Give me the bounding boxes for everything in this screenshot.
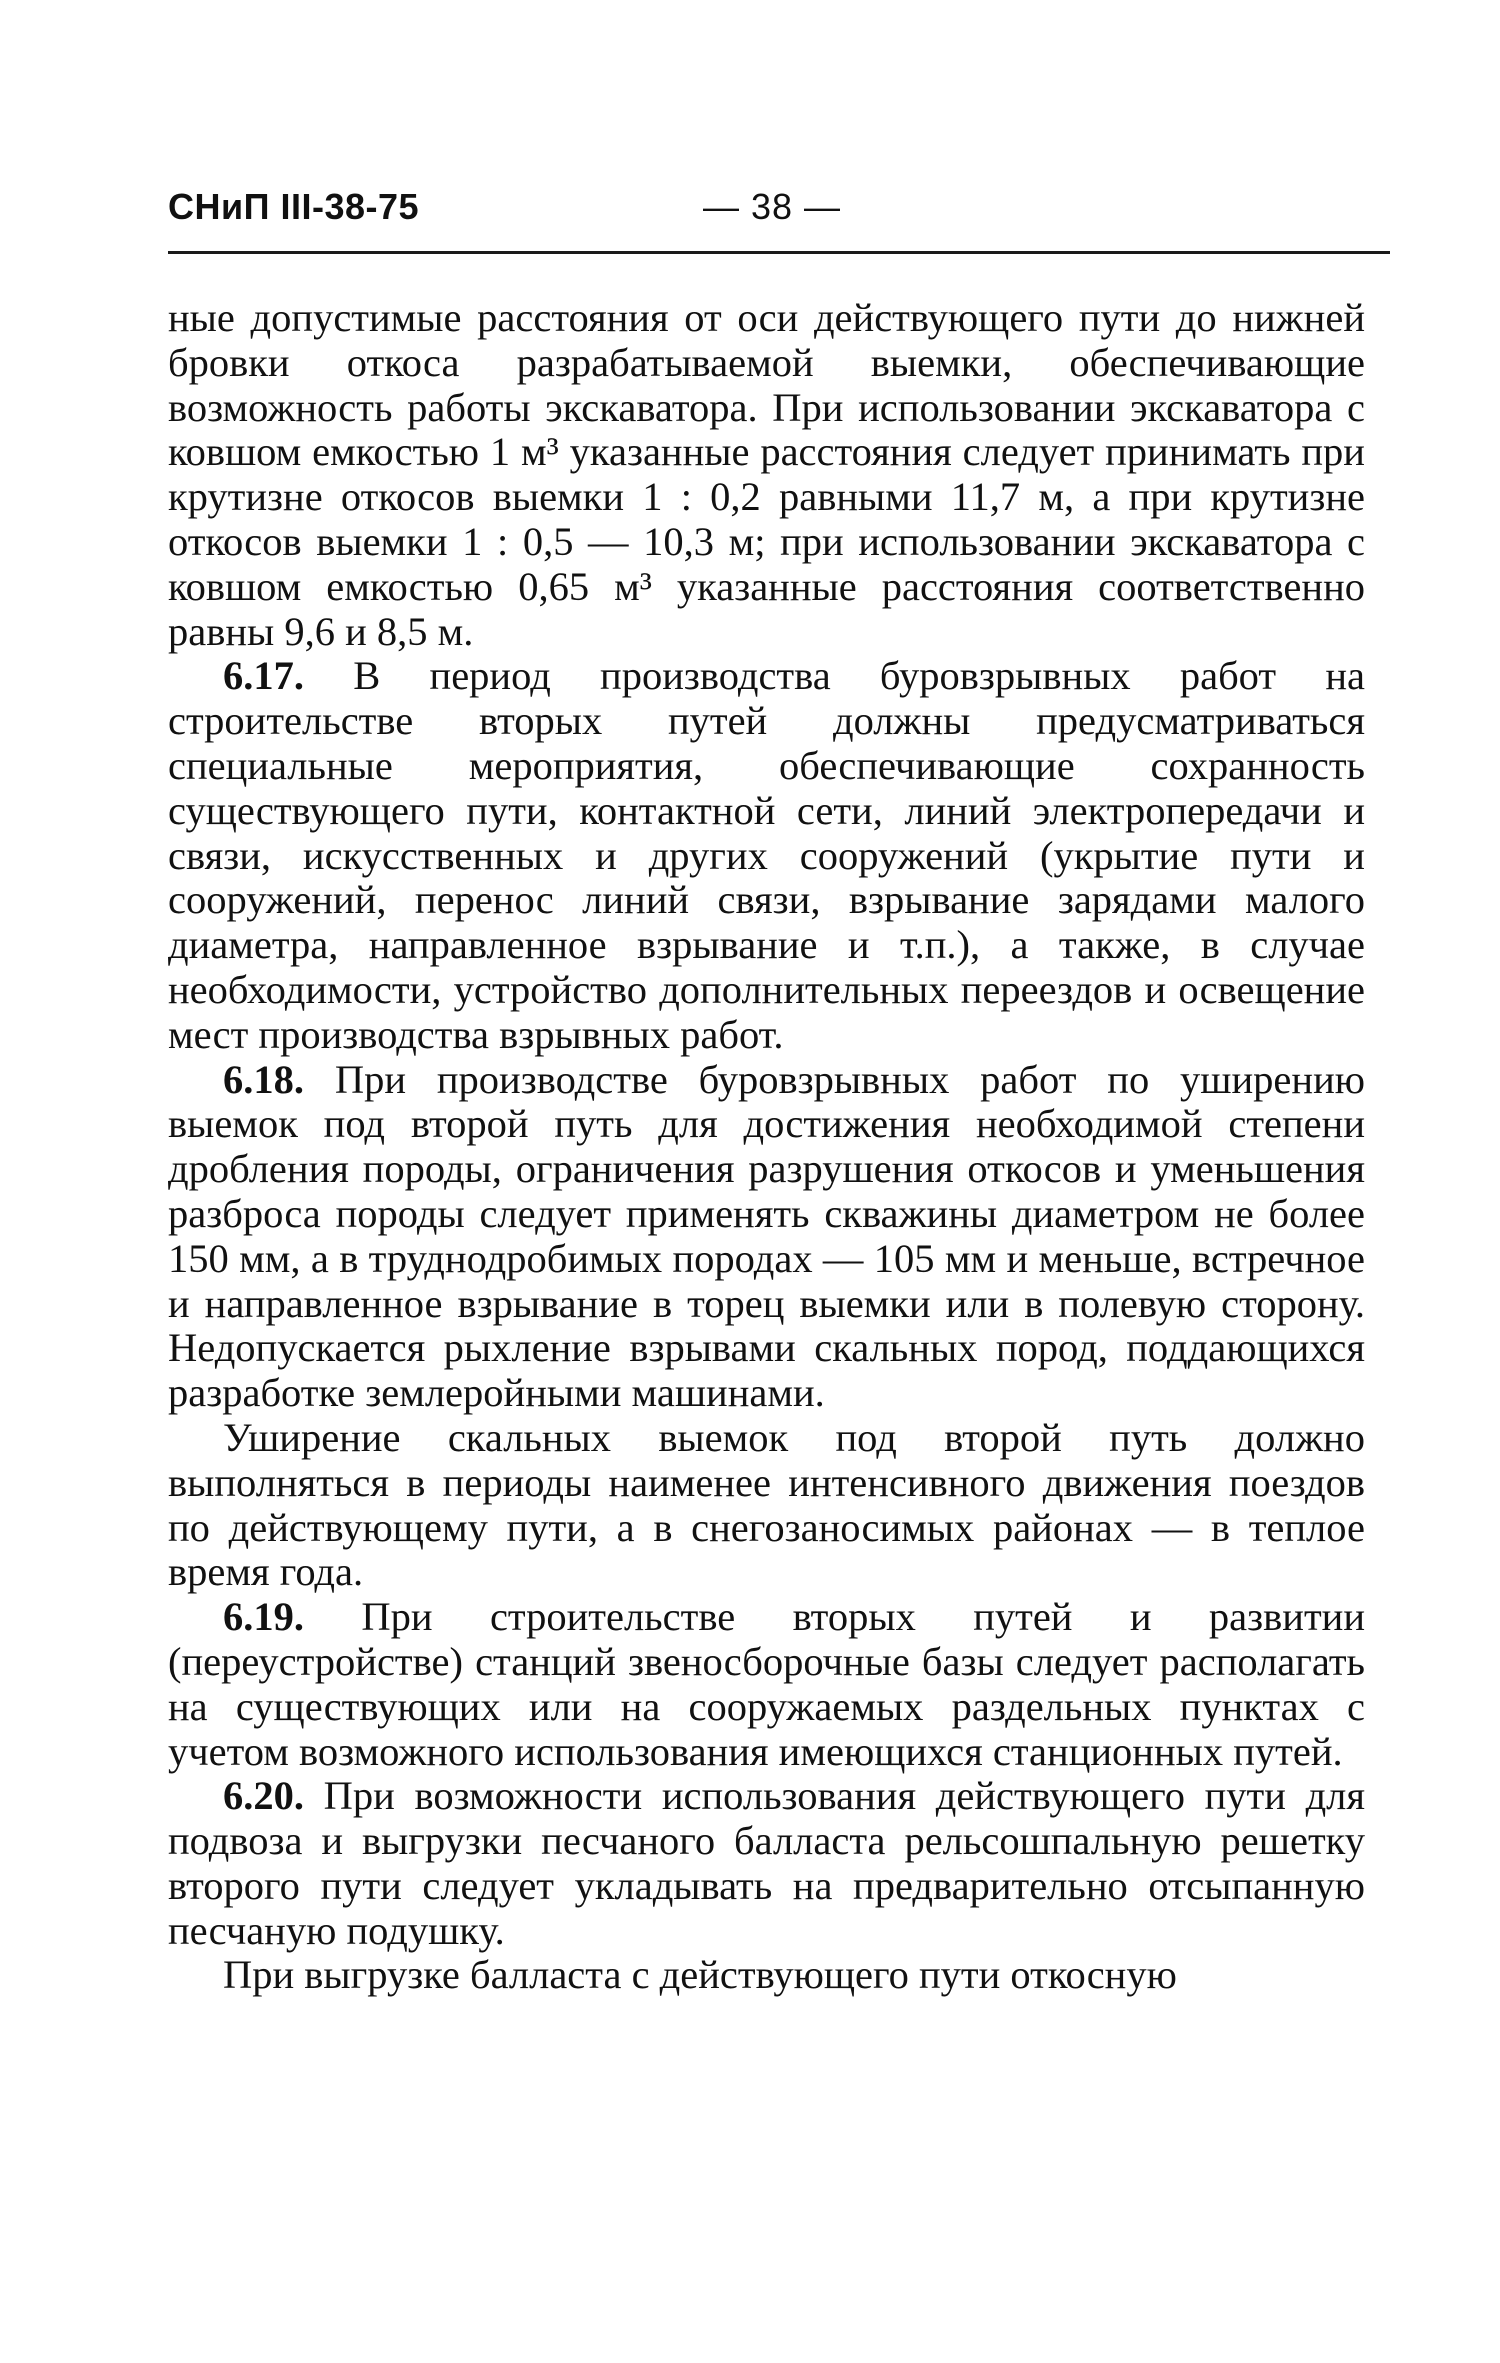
- page-header: [168, 186, 1388, 246]
- paragraph-text: ные допустимые расстояния от оси действующего пути до нижней бровки откоса разрабатываемой выемки, обеспечивающие возможность работы экскаватора. При использовании экскаватора с ковшом емкостью 1 м³ указанные расстояния следует принимать при крутизне откосов выемки 1 : 0,2 равными 11,7 м, а при крутизне откосов выемки 1 : 0,5 — 10,3 м; при использовании экскаватора с ковшом емкостью 0,65 м³ указанные расстояния соответственно равны 9,6 и 8,5 м.: [168, 295, 1365, 654]
- paragraph-text: При выгрузке балласта с действующего пути откосную: [223, 1952, 1177, 1998]
- paragraph-text: Уширение скальных выемок под второй путь должно выполняться в периоды наименее интенсивного движения поездов по действующему пути, а в снегозаносимых районах — в теплое время года.: [168, 1414, 1365, 1595]
- paragraph-text: При возможности использования действующего пути для подвоза и выгрузки песчаного балласта рельсошпальную решетку второго пути следует укладывать на предварительно отсыпанную песчаную подушку.: [168, 1773, 1366, 1953]
- header-divider: [168, 251, 1390, 254]
- paragraph-number: 6.20.: [223, 1773, 304, 1819]
- body-text: [168, 296, 1365, 1998]
- paragraph-6-20-cont: [168, 1953, 1365, 1998]
- paragraph-text: При производстве буровзрывных работ по уширению выемок под второй путь для достижения необходимой степени дробления породы, ограничения разрушения откосов и уменьшения разброса породы следует применять скважины диаметром не более 150 мм, а в труднодробимых породах — 105 мм и меньше, встречное и направленное взрывание в торец выемки или в полевую сторону. Недопускается рыхление взрывами скальных пород, поддающихся разработке землеройными машинами.: [168, 1056, 1365, 1416]
- paragraph-continuation: [168, 296, 1365, 654]
- paragraph-number: 6.17.: [223, 653, 304, 699]
- paragraph-number: 6.19.: [223, 1594, 304, 1640]
- paragraph-6-18-cont: [168, 1416, 1365, 1595]
- paragraph-6-19: [168, 1595, 1365, 1774]
- paragraph-text: При строительстве вторых путей и развитии (переустройстве) станций звеносборочные базы следует располагать на существующих или на сооружаемых раздельных пунктах с учетом возможного использования имеющихся станционных путей.: [168, 1594, 1365, 1774]
- paragraph-number: 6.18.: [223, 1056, 304, 1102]
- page-number: — 38 —: [703, 186, 842, 227]
- paragraph-6-18: [168, 1058, 1365, 1416]
- document-code: СНиП III-38-75: [168, 186, 420, 227]
- paragraph-6-17: [168, 654, 1365, 1057]
- paragraph-text: В период производства буровзрывных работ на строительстве вторых путей должны предусматриваться специальные мероприятия, обеспечивающие сохранность существующего пути, контактной сети, линий электропередачи и связи, искусственных и других сооружений (укрытие пути и сооружений, перенос линий связи, взрывание зарядами малого диаметра, направленное взрывание и т.п.), а также, в случае необходимости, устройство дополнительных переездов и освещение мест производства взрывных работ.: [168, 653, 1366, 1057]
- paragraph-6-20: [168, 1774, 1365, 1953]
